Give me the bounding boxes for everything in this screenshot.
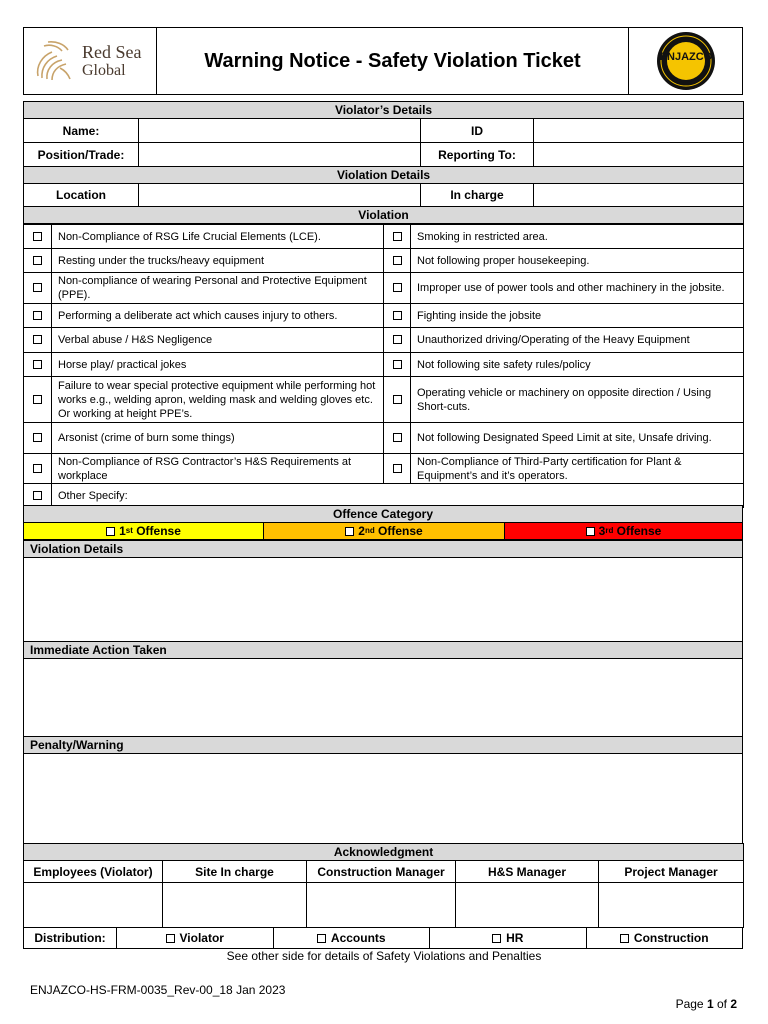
checkbox-right[interactable] — [393, 311, 402, 320]
checkbox-right[interactable] — [393, 395, 402, 404]
violation-checklist — [23, 224, 744, 508]
rsg-logo — [24, 28, 157, 94]
violation-item-right: Fighting inside the jobsite — [411, 304, 744, 328]
checkbox-left[interactable] — [33, 360, 42, 369]
violation-row — [24, 423, 744, 454]
violation-checkbox-cell — [24, 353, 52, 377]
document-code: ENJAZCO-HS-FRM-0035_Rev-00_18 Jan 2023 — [30, 983, 286, 997]
violation-item-right: Non-Compliance of Third-Party certification for Plant & Equipment’s and it’s operators. — [411, 454, 744, 484]
violation-row — [24, 304, 744, 328]
rsg-logo-mark-icon — [32, 40, 78, 82]
signature-field[interactable] — [163, 883, 307, 928]
violation-checkbox-cell — [24, 328, 52, 353]
violation-checkbox-cell — [384, 454, 411, 484]
third-offense-label: Offense — [613, 524, 662, 538]
checkbox-left[interactable] — [33, 256, 42, 265]
third-offense-option[interactable]: 3 rd Offense — [505, 523, 742, 539]
checkbox-left[interactable] — [33, 335, 42, 344]
checkbox-other[interactable] — [33, 491, 42, 500]
page-title: Warning Notice - Safety Violation Ticket — [204, 49, 581, 72]
checkbox-left[interactable] — [33, 433, 42, 442]
distribution-checkbox[interactable] — [317, 934, 326, 943]
distribution-option[interactable] — [587, 928, 743, 948]
violation-details-heading: Violation Details — [24, 167, 744, 184]
checkbox-left[interactable] — [33, 283, 42, 292]
distribution-option-label: Construction — [633, 931, 709, 945]
violation-checkbox-cell — [384, 304, 411, 328]
violation-row — [24, 225, 744, 249]
first-offense-option[interactable]: 1 st Offense — [24, 523, 264, 539]
location-label: Location — [24, 184, 139, 207]
distribution-label: Distribution: — [24, 928, 117, 948]
violation-checkbox-cell — [24, 249, 52, 273]
rsg-logo-text-line2: Global — [82, 62, 126, 79]
second-offense-num: 2 — [358, 524, 365, 538]
offence-category-heading: Offence Category — [23, 505, 743, 523]
violation-checkbox-cell — [24, 423, 52, 454]
violation-row — [24, 454, 744, 484]
violation-item-right: Smoking in restricted area. — [411, 225, 744, 249]
penalty-textarea[interactable] — [23, 753, 743, 844]
acknowledgment-table — [23, 843, 744, 928]
violation-item-left: Performing a deliberate act which causes injury to others. — [52, 304, 384, 328]
violation-checkbox-cell — [384, 249, 411, 273]
reporting-to-label: Reporting To: — [421, 143, 534, 167]
name-field[interactable] — [139, 119, 421, 143]
checkbox-left[interactable] — [33, 464, 42, 473]
checkbox-right[interactable] — [393, 232, 402, 241]
violation-item-right: Improper use of power tools and other machinery in the jobsite. — [411, 273, 744, 304]
enjazco-logo-text: ENJAZCO — [659, 51, 713, 63]
third-offense-num: 3 — [598, 524, 606, 538]
acknowledgment-column-header: Project Manager — [599, 861, 744, 883]
other-specify-label: Other Specify: — [52, 484, 744, 508]
violation-checkbox-cell — [384, 273, 411, 304]
second-offense-checkbox[interactable] — [345, 527, 354, 536]
signature-field[interactable] — [24, 883, 163, 928]
violation-checkbox-cell — [24, 273, 52, 304]
violation-details-section-heading: Violation Details — [23, 540, 743, 558]
acknowledgment-column-header: Site In charge — [163, 861, 307, 883]
distribution-checkbox[interactable] — [166, 934, 175, 943]
distribution-option[interactable] — [274, 928, 431, 948]
violation-checkbox-cell — [384, 328, 411, 353]
violation-checkbox-cell — [384, 353, 411, 377]
distribution-option[interactable] — [117, 928, 274, 948]
violator-details-heading: Violator’s Details — [24, 102, 744, 119]
violation-checkbox-cell — [24, 304, 52, 328]
third-offense-checkbox[interactable] — [586, 527, 595, 536]
checkbox-right[interactable] — [393, 433, 402, 442]
enjazco-logo — [628, 28, 742, 94]
violation-item-right: Not following proper housekeeping. — [411, 249, 744, 273]
acknowledgment-column-header: H&S Manager — [456, 861, 599, 883]
violation-checkbox-cell — [24, 454, 52, 484]
id-label: ID — [421, 119, 534, 143]
violation-item-right: Operating vehicle or machinery on opposite direction / Using Short-cuts. — [411, 377, 744, 423]
penalty-heading: Penalty/Warning — [23, 736, 743, 754]
violation-checkbox-cell — [384, 423, 411, 454]
violation-item-left: Non-Compliance of RSG Contractor’s H&S Requirements at workplace — [52, 454, 384, 484]
violation-item-left: Non-Compliance of RSG Life Crucial Elements (LCE). — [52, 225, 384, 249]
violation-checkbox-cell — [384, 377, 411, 423]
distribution-checkbox[interactable] — [492, 934, 501, 943]
violation-item-left: Failure to wear special protective equipment while performing hot works e.g., welding apron, welding mask and welding gloves etc. Or working at height PPE’s. — [52, 377, 384, 423]
page-of: of — [713, 997, 731, 1011]
distribution-row — [23, 927, 743, 949]
violation-item-left: Horse play/ practical jokes — [52, 353, 384, 377]
id-field[interactable] — [534, 119, 744, 143]
position-label: Position/Trade: — [24, 143, 139, 167]
checkbox-right[interactable] — [393, 335, 402, 344]
checkbox-left[interactable] — [33, 311, 42, 320]
rsg-logo-text-line1: Red Sea — [82, 42, 142, 62]
violation-details-textarea[interactable] — [23, 557, 743, 642]
page-number — [669, 983, 737, 1011]
incharge-field[interactable] — [534, 184, 744, 207]
violation-item-left: Verbal abuse / H&S Negligence — [52, 328, 384, 353]
other-checkbox-cell — [24, 484, 52, 508]
footer-note: See other side for details of Safety Violations and Penalties — [226, 949, 542, 963]
distribution-option[interactable] — [430, 928, 587, 948]
signature-field[interactable] — [599, 883, 744, 928]
immediate-action-heading: Immediate Action Taken — [23, 641, 743, 659]
violation-row — [24, 273, 744, 304]
reporting-to-field[interactable] — [534, 143, 744, 167]
checkbox-right[interactable] — [393, 283, 402, 292]
checkbox-right[interactable] — [393, 256, 402, 265]
violation-item-right: Unauthorized driving/Operating of the Heavy Equipment — [411, 328, 744, 353]
distribution-option-label: Accounts — [330, 931, 386, 945]
acknowledgment-column-header: Employees (Violator) — [24, 861, 163, 883]
location-field[interactable] — [139, 184, 421, 207]
position-field[interactable] — [139, 143, 421, 167]
first-offense-label: Offense — [132, 524, 181, 538]
incharge-label: In charge — [421, 184, 534, 207]
signature-field[interactable] — [456, 883, 599, 928]
checkbox-left[interactable] — [33, 232, 42, 241]
violation-item-left: Non-compliance of wearing Personal and Protective Equipment (PPE). — [52, 273, 384, 304]
name-label: Name: — [24, 119, 139, 143]
acknowledgment-column-header: Construction Manager — [307, 861, 456, 883]
violation-item-left: Arsonist (crime of burn some things) — [52, 423, 384, 454]
signature-field[interactable] — [307, 883, 456, 928]
violator-details-table — [23, 101, 744, 224]
offence-row — [23, 522, 743, 540]
violation-item-right: Not following site safety rules/policy — [411, 353, 744, 377]
first-offense-num: 1 — [119, 524, 126, 538]
page-total: 2 — [730, 997, 737, 1011]
violation-row — [24, 377, 744, 423]
page-current: 1 — [706, 997, 714, 1011]
page-prefix: Page — [675, 997, 707, 1011]
checkbox-left[interactable] — [33, 395, 42, 404]
document-header — [23, 27, 743, 95]
acknowledgment-heading: Acknowledgment — [24, 844, 744, 861]
distribution-checkbox[interactable] — [620, 934, 629, 943]
violation-row — [24, 353, 744, 377]
violation-checkbox-cell — [24, 377, 52, 423]
checkbox-right[interactable] — [393, 360, 402, 369]
violation-checkbox-cell — [384, 225, 411, 249]
distribution-option-label: Violator — [179, 931, 224, 945]
distribution-option-label: HR — [506, 931, 524, 945]
violation-row — [24, 328, 744, 353]
second-offense-label: Offense — [374, 524, 423, 538]
first-offense-checkbox[interactable] — [106, 527, 115, 536]
violation-heading: Violation — [24, 207, 744, 224]
violation-item-right: Not following Designated Speed Limit at site, Unsafe driving. — [411, 423, 744, 454]
violation-row — [24, 249, 744, 273]
checkbox-right[interactable] — [393, 464, 402, 473]
violation-item-left: Resting under the trucks/heavy equipment — [52, 249, 384, 273]
immediate-action-textarea[interactable] — [23, 658, 743, 737]
second-offense-option[interactable]: 2 nd Offense — [264, 523, 505, 539]
violation-checkbox-cell — [24, 225, 52, 249]
